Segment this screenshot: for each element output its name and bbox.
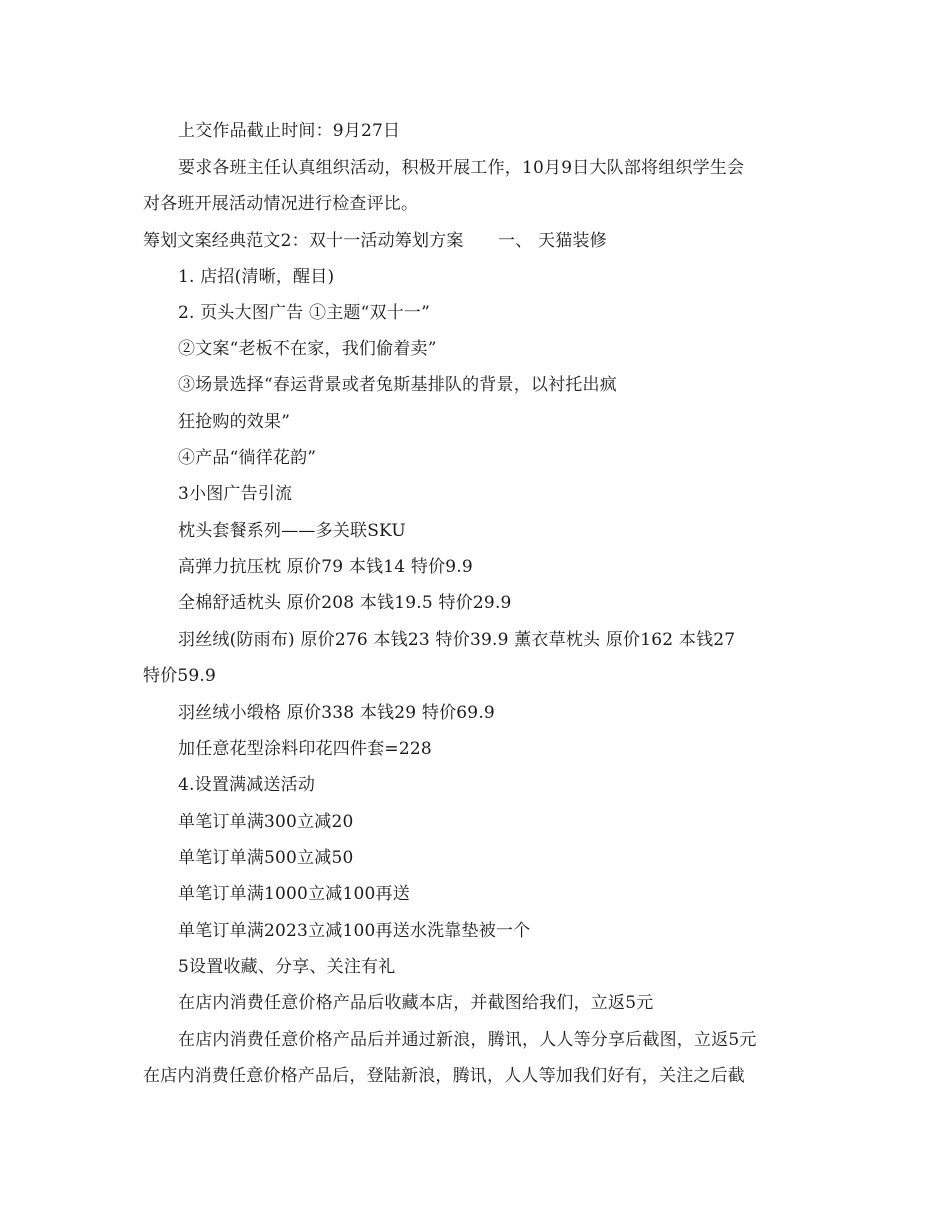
text-line: 特价59.9: [143, 666, 217, 686]
text-line: 对各班开展活动情况进行检查评比。: [143, 194, 419, 214]
text-line: 2. 页头大图广告 ①主题“双十一”: [178, 303, 431, 323]
text-line: 4.设置满减送活动: [178, 775, 316, 795]
text-line: 羽丝绒小缎格 原价338 本钱29 特价69.9: [178, 703, 495, 723]
text-line: ③场景选择“春运背景或者兔斯基排队的背景，以衬托出疯: [178, 375, 617, 395]
text-line: 单笔订单满500立减50: [178, 848, 354, 868]
text-line: 单笔订单满1000立减100再送: [178, 884, 410, 904]
text-line: 5设置收藏、分享、关注有礼: [178, 957, 396, 977]
text-line: 1. 店招(清晰，醒目): [178, 267, 335, 287]
text-line: 全棉舒适枕头 原价208 本钱19.5 特价29.9: [178, 593, 512, 613]
text-line: ④产品“徜徉花韵”: [178, 448, 317, 468]
text-line: 单笔订单满300立减20: [178, 812, 354, 832]
text-line: 在店内消费任意价格产品后，登陆新浪，腾讯，人人等加我们好有，关注之后截: [143, 1066, 745, 1086]
text-line: 枕头套餐系列——多关联SKU: [178, 521, 406, 541]
text-line: 在店内消费任意价格产品后并通过新浪，腾讯，人人等分享后截图，立返5元: [178, 1030, 757, 1050]
text-line: 3小图广告引流: [178, 484, 293, 504]
text-line: 羽丝绒(防雨布) 原价276 本钱23 特价39.9 薰衣草枕头 原价162 本钱27: [178, 630, 736, 650]
section-heading: 筹划文案经典范文2：双十一活动筹划方案 一、 天猫装修: [143, 231, 607, 251]
text-line: 狂抢购的效果”: [178, 412, 291, 432]
text-line: 加任意花型涂料印花四件套=228: [178, 739, 432, 759]
text-line: 高弹力抗压枕 原价79 本钱14 特价9.9: [178, 557, 473, 577]
text-line: 在店内消费任意价格产品后收藏本店，并截图给我们，立返5元: [178, 993, 654, 1013]
text-line: ②文案“老板不在家，我们偷着卖”: [178, 339, 437, 359]
text-line: 上交作品截止时间：9月27日: [178, 121, 401, 141]
text-line: 单笔订单满2023立减100再送水洗靠垫被一个: [178, 921, 531, 941]
text-line: 要求各班主任认真组织活动，积极开展工作，10月9日大队部将组织学生会: [178, 158, 745, 178]
